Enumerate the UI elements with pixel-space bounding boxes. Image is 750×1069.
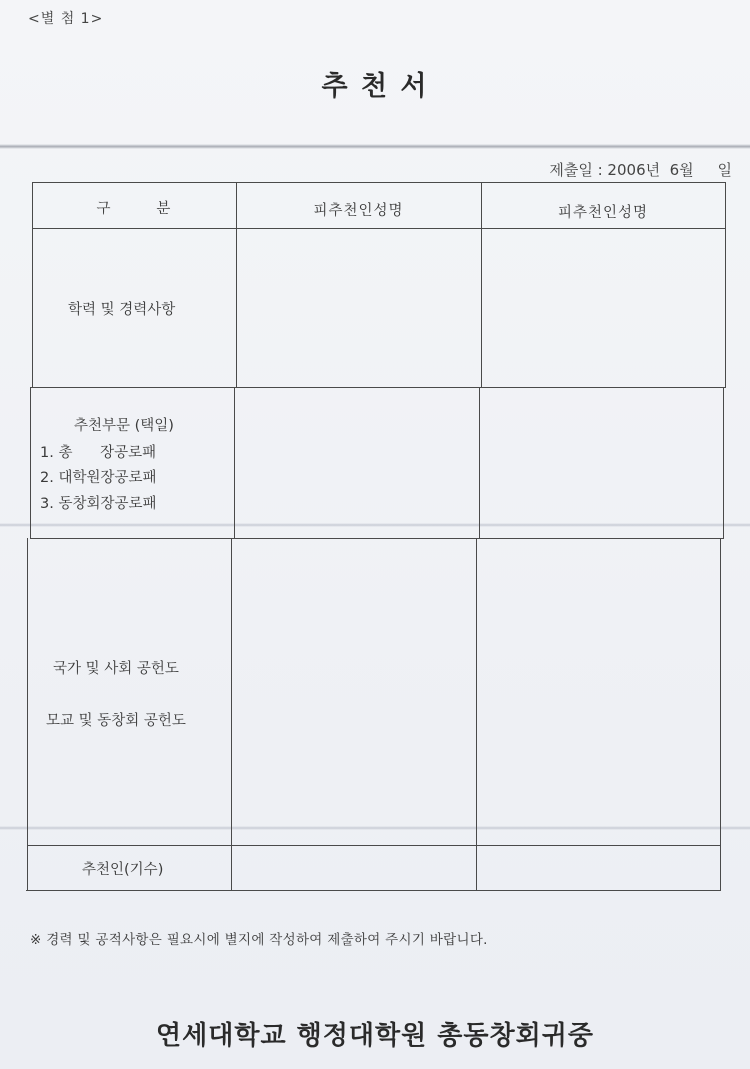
table-border-right (720, 538, 721, 891)
table-border-right (725, 182, 726, 388)
table-row-divider (30, 538, 723, 539)
header-category: 구 분 (96, 201, 172, 217)
header-nominee-name-2: 피추천인성명 (557, 205, 649, 221)
row-label-recommendation-category: 추천부문 (택일) (74, 418, 174, 434)
category-option: 2. 대학원장공로패 (40, 470, 157, 486)
category-option: 3. 동창회장공로패 (40, 496, 157, 512)
row-label-social-contribution: 국가 및 사회 공헌도 (53, 661, 179, 677)
table-row-divider (31, 387, 725, 388)
table-col-divider (231, 538, 232, 891)
footnote: ※ 경력 및 공적사항은 필요시에 별지에 작성하여 제출하여 주시기 바랍니다. (30, 932, 488, 948)
scan-crease (0, 523, 750, 527)
category-option: 1. 총 장공로패 (40, 445, 157, 461)
row-label-recommender: 추천인(기수) (82, 862, 164, 878)
document-title: 추 천 서 (321, 71, 429, 102)
header-nominee-name-1: 피추천인성명 (313, 203, 404, 219)
table-border-top (32, 182, 726, 183)
table-col-divider (234, 387, 235, 539)
row-label-education-career: 학력 및 경력사항 (68, 302, 176, 318)
scan-crease (0, 144, 750, 149)
table-row-divider (27, 845, 720, 846)
table-border-bottom (26, 890, 720, 891)
table-border-right (723, 387, 724, 539)
annex-label: <별 첨 1> (28, 11, 104, 27)
table-col-divider (476, 538, 477, 891)
table-border-left (30, 387, 31, 539)
row-label-alma-mater-contribution: 모교 및 동창회 공헌도 (46, 713, 186, 729)
footer-addressee: 연세대학교 행정대학원 총동창회귀중 (156, 1021, 594, 1051)
table-col-divider (479, 387, 480, 539)
scan-crease (0, 826, 750, 830)
submission-date: 제출일 : 2006년 6월 일 (549, 161, 732, 179)
table-border-left (27, 538, 28, 891)
table-header-divider (32, 228, 726, 229)
